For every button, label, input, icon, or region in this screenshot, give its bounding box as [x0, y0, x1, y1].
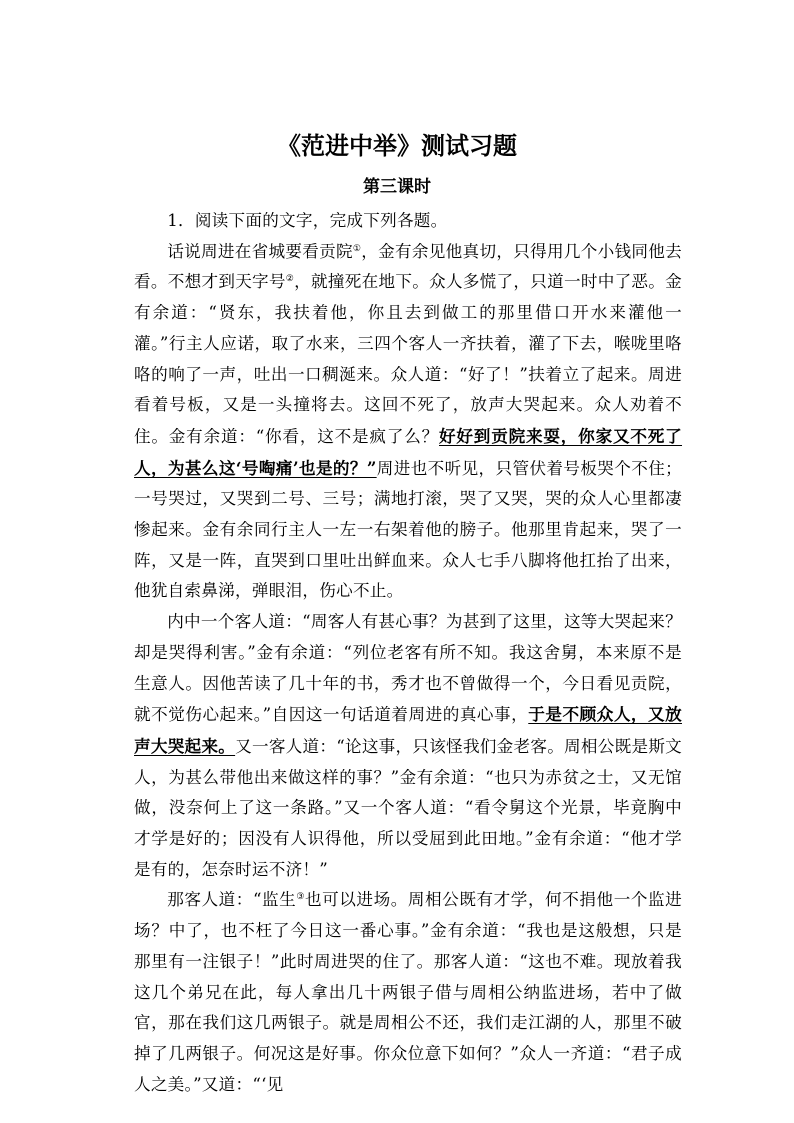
question-prompt: 1．阅读下面的文字，完成下列各题。 — [167, 211, 448, 230]
text-run: 那客人道：“监生 — [167, 890, 297, 910]
footnote-marker-3: ③ — [296, 892, 305, 903]
passage-paragraph-3 — [134, 885, 682, 1100]
text-run: ，就撞死在地下。众人多慌了，只道一时中了恶。金有余道：“贤东，我扶着他，你且去到做工的那里借口开水来灌他一灌。”行主人应诺，取了水来，三四个客人一齐扶着，灌了下去，喉咙里咯咯的响了一声，吐出一口稠涎来。众人道：“好了！”扶着立了起来。周进看着号板，又是一头撞将去。这回不死了，放声大哭起来。众人劝着不住。金有余道：“你看，这不是疯了么？ — [134, 272, 683, 446]
text-run: 也可以进场。周相公既有才学，何不捐他一个监进场？中了，也不枉了今日这一番心事。”金有余道：“我也是这般想，只是那里有一注银子！”此时周进哭的住了。那客人道：“这也不难。现放着我这几个弟兄在此，每人拿出几十两银子借与周相公纳监进场，若中了做官，那在我们这几两银子。就是周相公不还，我们走江湖的人，那里不破掉了几两银子。何况这是好事。你众位意下如何？”众人一齐道：“君子成人之美。”又道：“‘见 — [134, 890, 683, 1094]
text-run: ，金有余见他真切，只得用几个小钱同他去看。不想才到天字号 — [134, 241, 682, 292]
text-run: 周进也不听见，只管伏着号板哭个不住；一号哭过，又哭到二号、三号；满地打滚，哭了又哭，哭的众人心里都凄惨起来。金有余同行主人一左一右架着他的膀子。他那里肯起来，哭了一阵，又是一阵，直哭到口里吐出鲜血来。众人七手八脚将他扛抬了出来，他犹自索鼻涕，弹眼泪，伤心不止。 — [134, 458, 683, 601]
page-subtitle: 第三课时 — [363, 177, 431, 197]
underlined-sentence-2: 于是不顾众人，又放声大哭起来。 — [134, 704, 682, 756]
footnote-marker-2: ② — [285, 274, 295, 285]
document-body — [134, 206, 682, 1100]
page-title: 《范进中举》测试习题 — [277, 131, 517, 160]
passage-paragraph-1 — [134, 237, 682, 607]
text-run: 又一客人道：“论这事，只该怪我们金老客。周相公既是斯文人，为甚么带他出来做这样的事？”金有余道：“也只为赤贫之士，又无馆做，没奈何上了这一条路。”又一个客人道：“看令舅这个光景，毕竟胸中才学是好的；因没有人识得他，所以受屈到此田地。”金有余道：“他才学是有的，怎奈时运不济！” — [134, 736, 683, 879]
text-run: 话说周进在省城要看贡院 — [167, 241, 353, 261]
footnote-marker-1: ① — [352, 243, 362, 254]
underlined-sentence-1: 好好到贡院来耍，你家又不死了人，为甚么这‘号啕痛’也是的？” — [134, 425, 683, 478]
passage-paragraph-2 — [134, 607, 682, 885]
text-run: 内中一个客人道：“周客人有甚心事？为甚到了这里，这等大哭起来？却是哭得利害。”金有余道：“列位老客有所不知。我这舍舅，本来原不是生意人。因他苦读了几十年的书，秀才也不曾做得一个，今日看见贡院，就不觉伤心起来。”自因这一句话道着周进的真心事， — [134, 612, 682, 725]
